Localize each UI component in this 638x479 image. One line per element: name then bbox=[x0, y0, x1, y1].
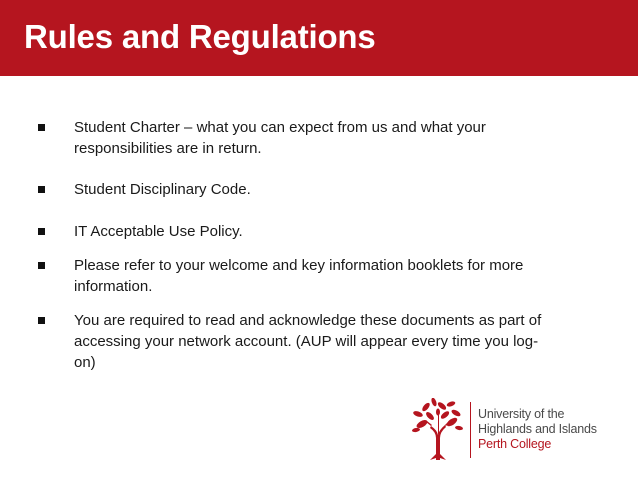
bullet-text: Please refer to your welcome and key information booklets for more information. bbox=[74, 257, 524, 295]
tree-logo-icon bbox=[412, 398, 464, 460]
square-bullet-icon bbox=[38, 186, 45, 193]
square-bullet-icon bbox=[38, 317, 45, 324]
title-bar bbox=[0, 0, 638, 76]
square-bullet-icon bbox=[38, 124, 45, 131]
logo-wordmark bbox=[478, 407, 618, 452]
square-bullet-icon bbox=[38, 228, 45, 235]
bullet-text: You are required to read and acknowledge these documents as part of accessing your network account. (AUP will appear every time you log-on) bbox=[74, 312, 542, 371]
logo-line-highlands: Highlands and Islands bbox=[478, 422, 597, 436]
slide-title: Rules and Regulations bbox=[24, 18, 376, 55]
bullet-text: Student Disciplinary Code. bbox=[74, 181, 251, 198]
logo-divider bbox=[470, 402, 471, 458]
bullet-text: Student Charter – what you can expect from us and what your responsibilities are in return. bbox=[74, 119, 486, 157]
logo-line-university: University of the bbox=[478, 407, 565, 421]
logo-line-college: Perth College bbox=[478, 437, 552, 451]
square-bullet-icon bbox=[38, 262, 45, 269]
university-logo bbox=[412, 398, 612, 462]
bullet-text: IT Acceptable Use Policy. bbox=[74, 223, 243, 240]
